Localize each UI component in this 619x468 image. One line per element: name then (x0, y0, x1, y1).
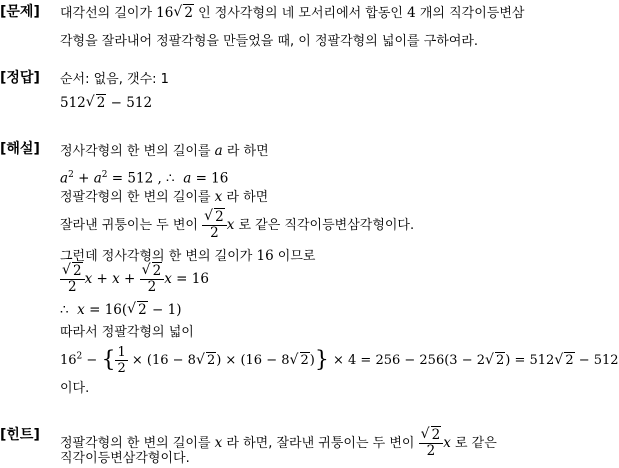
solution-line-1: 정사각형의 한 변의 길이를 a 라 하면 (60, 143, 269, 159)
solution-line-4: 잘라낸 귀퉁이는 두 변이 √ $\frac{2}{2}$ x 로 같은 직각이등변삼각형이다. (60, 210, 414, 241)
problem-line-1: 대각선의 길이가 16√ 2 인 정사각형의 네 모서리에서 합동인 4 개의 직각이등변삼 (60, 5, 524, 22)
solution-line-5: 그런데 정사각형의 한 변의 길이가 16 이므로 (60, 248, 316, 264)
hint-label: [힌트] (0, 427, 40, 443)
solution-line-8: 따라서 정팔각형의 넓이 (60, 325, 194, 340)
hint-line-2: 직각이등변삼각형이다. (60, 451, 190, 466)
solution-line-2: $a^2 + a^2 = 512$ , ∴ a = 16 (60, 170, 229, 187)
solution-line-10: 이다. (60, 381, 90, 396)
problem-line-2: 각형을 잘라내어 정팔각형을 만들었을 때, 이 정팔각형의 넓이를 구하여라. (60, 34, 479, 49)
hint-line-1: 정팔각형의 한 변의 길이를 x 라 하면, 잘라낸 귀퉁이는 두 변이 √ $\frac{2}{2}$ x 로 같은 (60, 428, 497, 459)
solution-line-3: 정팔각형의 한 변의 길이를 x 라 하면 (60, 189, 269, 205)
answer-line-1: 순서: 없음, 갯수: 1 (60, 72, 169, 87)
solution-line-7: ∴ x = 16(√ 2 − 1) (60, 302, 181, 318)
answer-label: [정답] (0, 70, 40, 86)
solution-line-6: √ $\frac{2}{2}$ x + x + √ $\frac{2}{2}$ x = 16 (60, 264, 209, 295)
solution-label: [해설] (0, 141, 40, 157)
problem-label: [문제] (0, 4, 40, 20)
answer-line-2: 512√ 2 − 512 (60, 95, 152, 111)
solution-line-9: $16^2$ − { $\frac{1}{2}$ × (16 − 8√ 2) × (16 − 8√ 2)} × 4 = 256 − 256(3 − 2√ 2) = 512√ 2 − 512 (60, 345, 619, 376)
